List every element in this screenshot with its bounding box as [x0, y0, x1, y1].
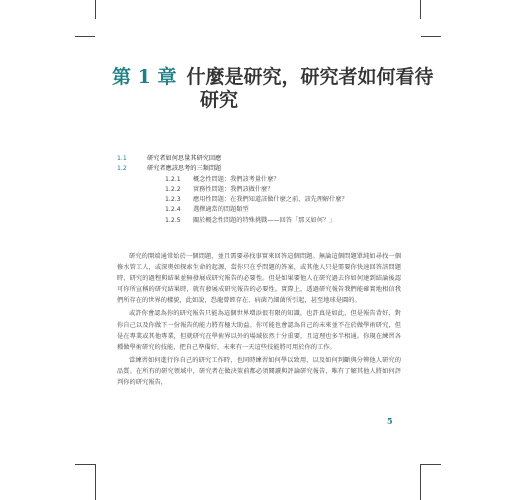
- crop-mark-bottom-left-v: [95, 464, 96, 500]
- crop-mark-bottom-right-h: [421, 464, 441, 465]
- crop-mark-top-right-h: [421, 36, 441, 37]
- chapter-title-line-1: 什麼是研究，研究者如何看待: [186, 66, 434, 88]
- toc-text: 研究者應該思考的三類問題: [147, 165, 222, 173]
- crop-mark-bottom-left-h: [75, 464, 95, 465]
- toc-number: 1.2.4: [165, 206, 181, 214]
- toc-number: 1.2.3: [165, 196, 181, 204]
- toc-number: 1.2.1: [165, 175, 181, 183]
- toc-item: [117, 175, 417, 185]
- paragraph: 研究的開端通常始於一個問題，並且需要尋找事實來回答這個問題。無論這個問題單純如尋找一個修水管工人，或深奧如探索生命的起源，當你只在乎問題的答案，或其他人只是需要你快速回答該問題時，研究的過程與結果並無發展成研究報告的必要性。但是如果要他人在研究過去你如何達到結論後認可你所宣稱的研究結果時，就有發展成研究報告的必要性。實際上，透過研究報告我們能確實地相信我們所存在的世界的樣貌，此如說，恐龍曾經存在、病菌乃細菌所引起，甚至地球是圓的。: [117, 253, 401, 305]
- toc-text: 選擇適當的問題類型: [193, 206, 249, 214]
- chapter-heading: [112, 66, 442, 112]
- toc-item: [117, 216, 417, 226]
- toc-number: 1.2.2: [165, 185, 181, 193]
- chapter-title-line-2: 研究: [200, 89, 239, 111]
- crop-mark-top-left-v: [95, 0, 96, 19]
- toc-item: [117, 205, 417, 215]
- paragraph: 當練習如何進行你自己的研究工作時，也同時練習如何學以致用，以及如何判斷與分辨他人研究的品質。在所有的研究領域中，研究者在做決策前都必須閱讀與評論研究報告，唯有了解其他人將如何評判你的研究報告，: [117, 356, 401, 387]
- crop-mark-top-left-h: [75, 36, 95, 37]
- toc-number: 1.2: [117, 165, 127, 173]
- toc-text: 概念性問題：我們該考量什麼？: [193, 175, 280, 183]
- paragraph: 或許你會認為你的研究報告只能為這個世界增添很有限的知識，也許真是如此，但是報告背好，對你自己以及你做下一份報告的能力將有極大助益。你可能也會認為自己的未來並不在於做學術研究，但是在專業或其他專業，但就研究在學術界以外的場域依然十分重要，且這理也多半相通。你現在練習各種做學術研究的技能，把自己準備好，未來有一天這些技能將可用於你的工作。: [117, 310, 401, 351]
- section-outline: [117, 154, 417, 226]
- toc-item: [117, 185, 417, 195]
- toc-text: 實務性問題：我們該做什麼？: [193, 185, 274, 193]
- toc-item: [117, 164, 417, 174]
- body-text: [117, 251, 401, 390]
- toc-text: 研究者如何思量其研究回應: [147, 155, 222, 162]
- crop-mark-bottom-right-v: [420, 464, 421, 500]
- toc-number: 1.2.5: [165, 216, 181, 224]
- toc-number: 1.1: [117, 155, 127, 162]
- toc-text: 應用性問題：在我們知道該做什麼之前，該先理解什麼？: [193, 196, 348, 204]
- toc-item: [117, 154, 417, 164]
- page-number: 5: [387, 416, 393, 426]
- toc-text: 關於概念性問題的特殊挑戰——回答「那又如何？」: [193, 216, 336, 224]
- chapter-label: 第 1 章: [112, 66, 177, 88]
- crop-mark-top-right-v: [420, 0, 421, 19]
- toc-item: [117, 195, 417, 205]
